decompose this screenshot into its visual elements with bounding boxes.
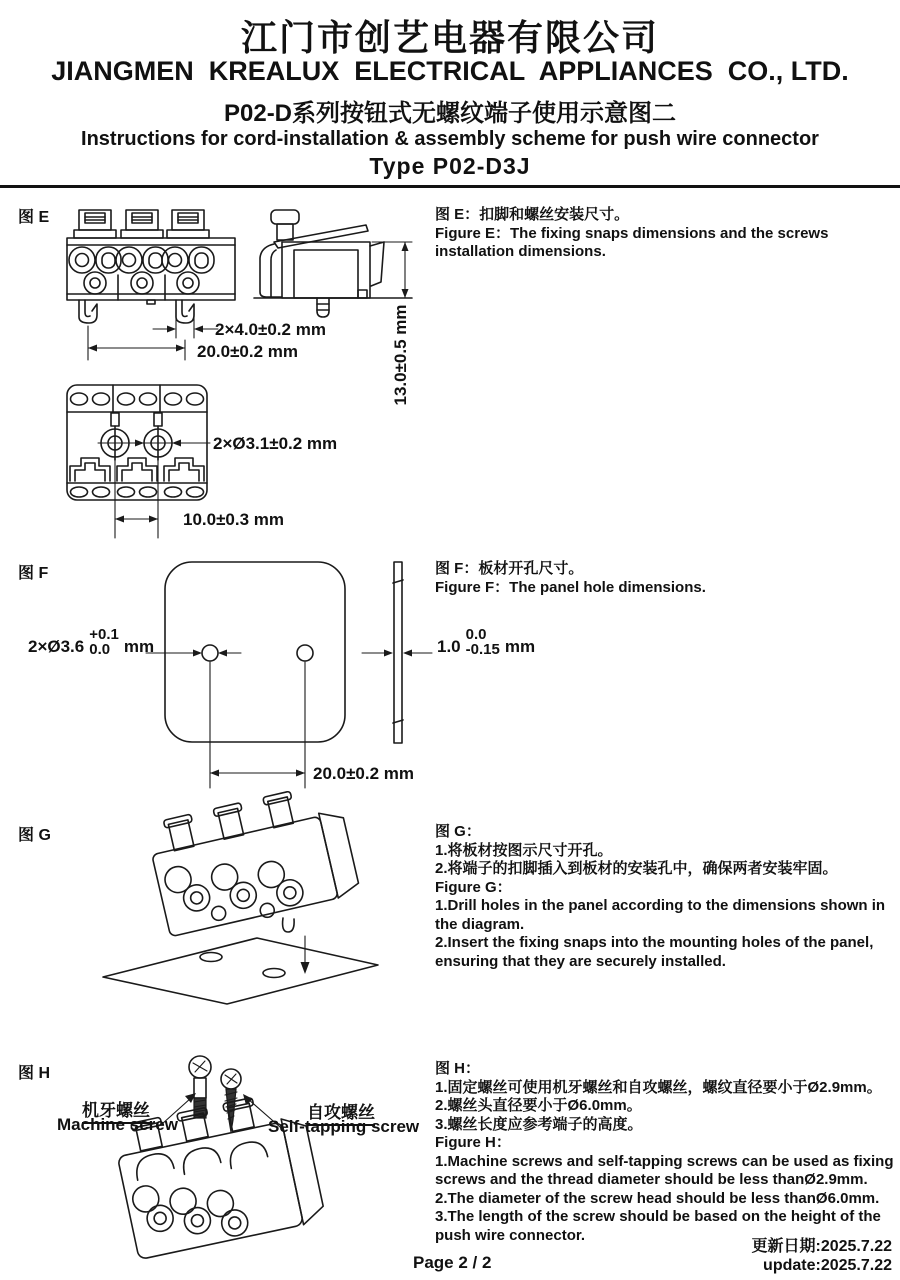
dim-panel-hole-value: 2×Ø3.6 — [28, 637, 85, 656]
figure-e-tag: 图 E — [18, 209, 50, 226]
self-tapping-label-cn: 自攻螺丝 — [307, 1098, 375, 1126]
panel-front-view — [165, 562, 345, 742]
machine-screw-label-en: Machine screw — [57, 1115, 178, 1134]
dim-panel-thickness — [437, 627, 535, 657]
figure-h-title-en: Figure H： — [435, 1134, 511, 1151]
figure-h-step-en-2: 2.The diameter of the screw head should be less thanØ6.0mm. — [435, 1189, 880, 1207]
figure-g-step-en-1: 1.Drill holes in the panel according to the dimensions shown in the diagram. — [435, 897, 886, 933]
dim-panel-thickness-tol-upper: 0.0 — [465, 626, 487, 643]
figure-e-side-view — [254, 210, 412, 317]
self-tapping-label-en: Self-tapping screw — [268, 1117, 420, 1136]
update-date — [751, 1237, 892, 1275]
panel-side-view — [393, 562, 403, 743]
figure-g-step-cn-1: 1.将板材按图示尺寸开孔。 — [435, 841, 613, 859]
dim-panel-thickness-unit: mm — [504, 637, 536, 656]
machine-screw-label-cn: 机牙螺丝 — [82, 1096, 150, 1124]
figure-g-title-cn: 图 G： — [435, 823, 481, 840]
update-date-en: update:2025.7.22 — [763, 1257, 892, 1274]
figure-h-tag: 图 H — [18, 1065, 51, 1082]
figure-f-caption-cn: 图 F：板材开孔尺寸。 — [435, 560, 584, 577]
figure-g-caption — [435, 823, 897, 971]
dim-screw-hole: 2×Ø3.1±0.2 mm — [213, 434, 338, 453]
dim-panel-thickness-value: 1.0 — [437, 637, 461, 656]
dim-panel-hole-tol-upper: +0.1 — [89, 626, 119, 643]
dim-screw-hole-spacing: 10.0±0.3 mm — [183, 510, 285, 529]
company-name-cn: 江门市创艺电器有限公司 — [240, 17, 659, 58]
dim-snap-spacing: 20.0±0.2 mm — [197, 342, 299, 361]
series-title-en: Instructions for cord-installation & assembly scheme for push wire connector — [81, 128, 819, 150]
figure-h-step-cn-3: 3.螺丝长度应参考端子的高度。 — [435, 1115, 643, 1133]
figure-h-caption — [435, 1060, 897, 1245]
dim-panel-hole-tol-lower: 0.0 — [89, 641, 111, 658]
header-divider — [0, 185, 900, 188]
figure-h-step-en-3: 3.The length of the screw should be based on the height of the push wire connector. — [435, 1208, 881, 1244]
figure-h-step-cn-1: 1.固定螺丝可使用机牙螺丝和自攻螺丝，螺纹直径要小于Ø2.9mm。 — [435, 1078, 882, 1096]
insert-direction-arrow — [301, 936, 310, 974]
figure-f-caption-en: Figure F：The panel hole dimensions. — [435, 578, 706, 596]
figure-f-tag: 图 F — [18, 565, 49, 582]
figure-e-caption-cn: 图 E：扣脚和螺丝安装尺寸。 — [435, 206, 630, 223]
figure-e-caption-en: Figure E：The fixing snaps dimensions and the screws installation dimensions. — [435, 224, 829, 260]
figure-g-step-en-2: 2.Insert the fixing snaps into the mounting holes of the panel, ensuring that they are securely installed. — [435, 934, 874, 970]
dim-panel-thickness-tol-lower: -0.15 — [465, 641, 500, 658]
type-label: Type P02-D3J — [369, 153, 531, 179]
series-title-cn: P02-D系列按钮式无螺纹端子使用示意图二 — [223, 100, 677, 127]
dim-panel-hole — [28, 627, 154, 657]
figure-h-step-en-1: 1.Machine screws and self-tapping screws can be used as fixing screws and the thread diameter should be less thanØ2.9mm. — [435, 1152, 894, 1188]
figure-e-caption — [435, 206, 897, 262]
dim-snap-width: 2×4.0±0.2 mm — [215, 320, 326, 339]
panel-plate-3d-view — [103, 938, 378, 1004]
figure-g-tag: 图 G — [18, 827, 51, 844]
connector-3d-view — [145, 781, 362, 940]
figure-g-step-cn-2: 2.将端子的扣脚插入到板材的安装孔中，确保两者安装牢固。 — [435, 860, 838, 877]
figure-h-drawing — [50, 1048, 440, 1263]
company-name-en: JIANGMEN KREALUX ELECTRICAL APPLIANCES CO., LTD. — [51, 56, 849, 86]
figure-e-front-view — [67, 210, 235, 323]
update-date-cn: 更新日期:2025.7.22 — [751, 1238, 892, 1255]
figure-f-caption — [435, 560, 897, 597]
dim-connector-height: 13.0±0.5 mm — [391, 304, 410, 406]
dim-panel-hole-unit: mm — [123, 637, 155, 656]
page-number: Page 2 / 2 — [413, 1253, 492, 1272]
figure-g-title-en: Figure G： — [435, 878, 512, 896]
dim-panel-hole-spacing: 20.0±0.2 mm — [313, 764, 415, 783]
figure-h-step-cn-2: 2.螺丝头直径要小于Ø6.0mm。 — [435, 1097, 642, 1114]
figure-h-title-cn: 图 H： — [435, 1060, 481, 1077]
figure-g-drawing — [95, 818, 395, 1013]
